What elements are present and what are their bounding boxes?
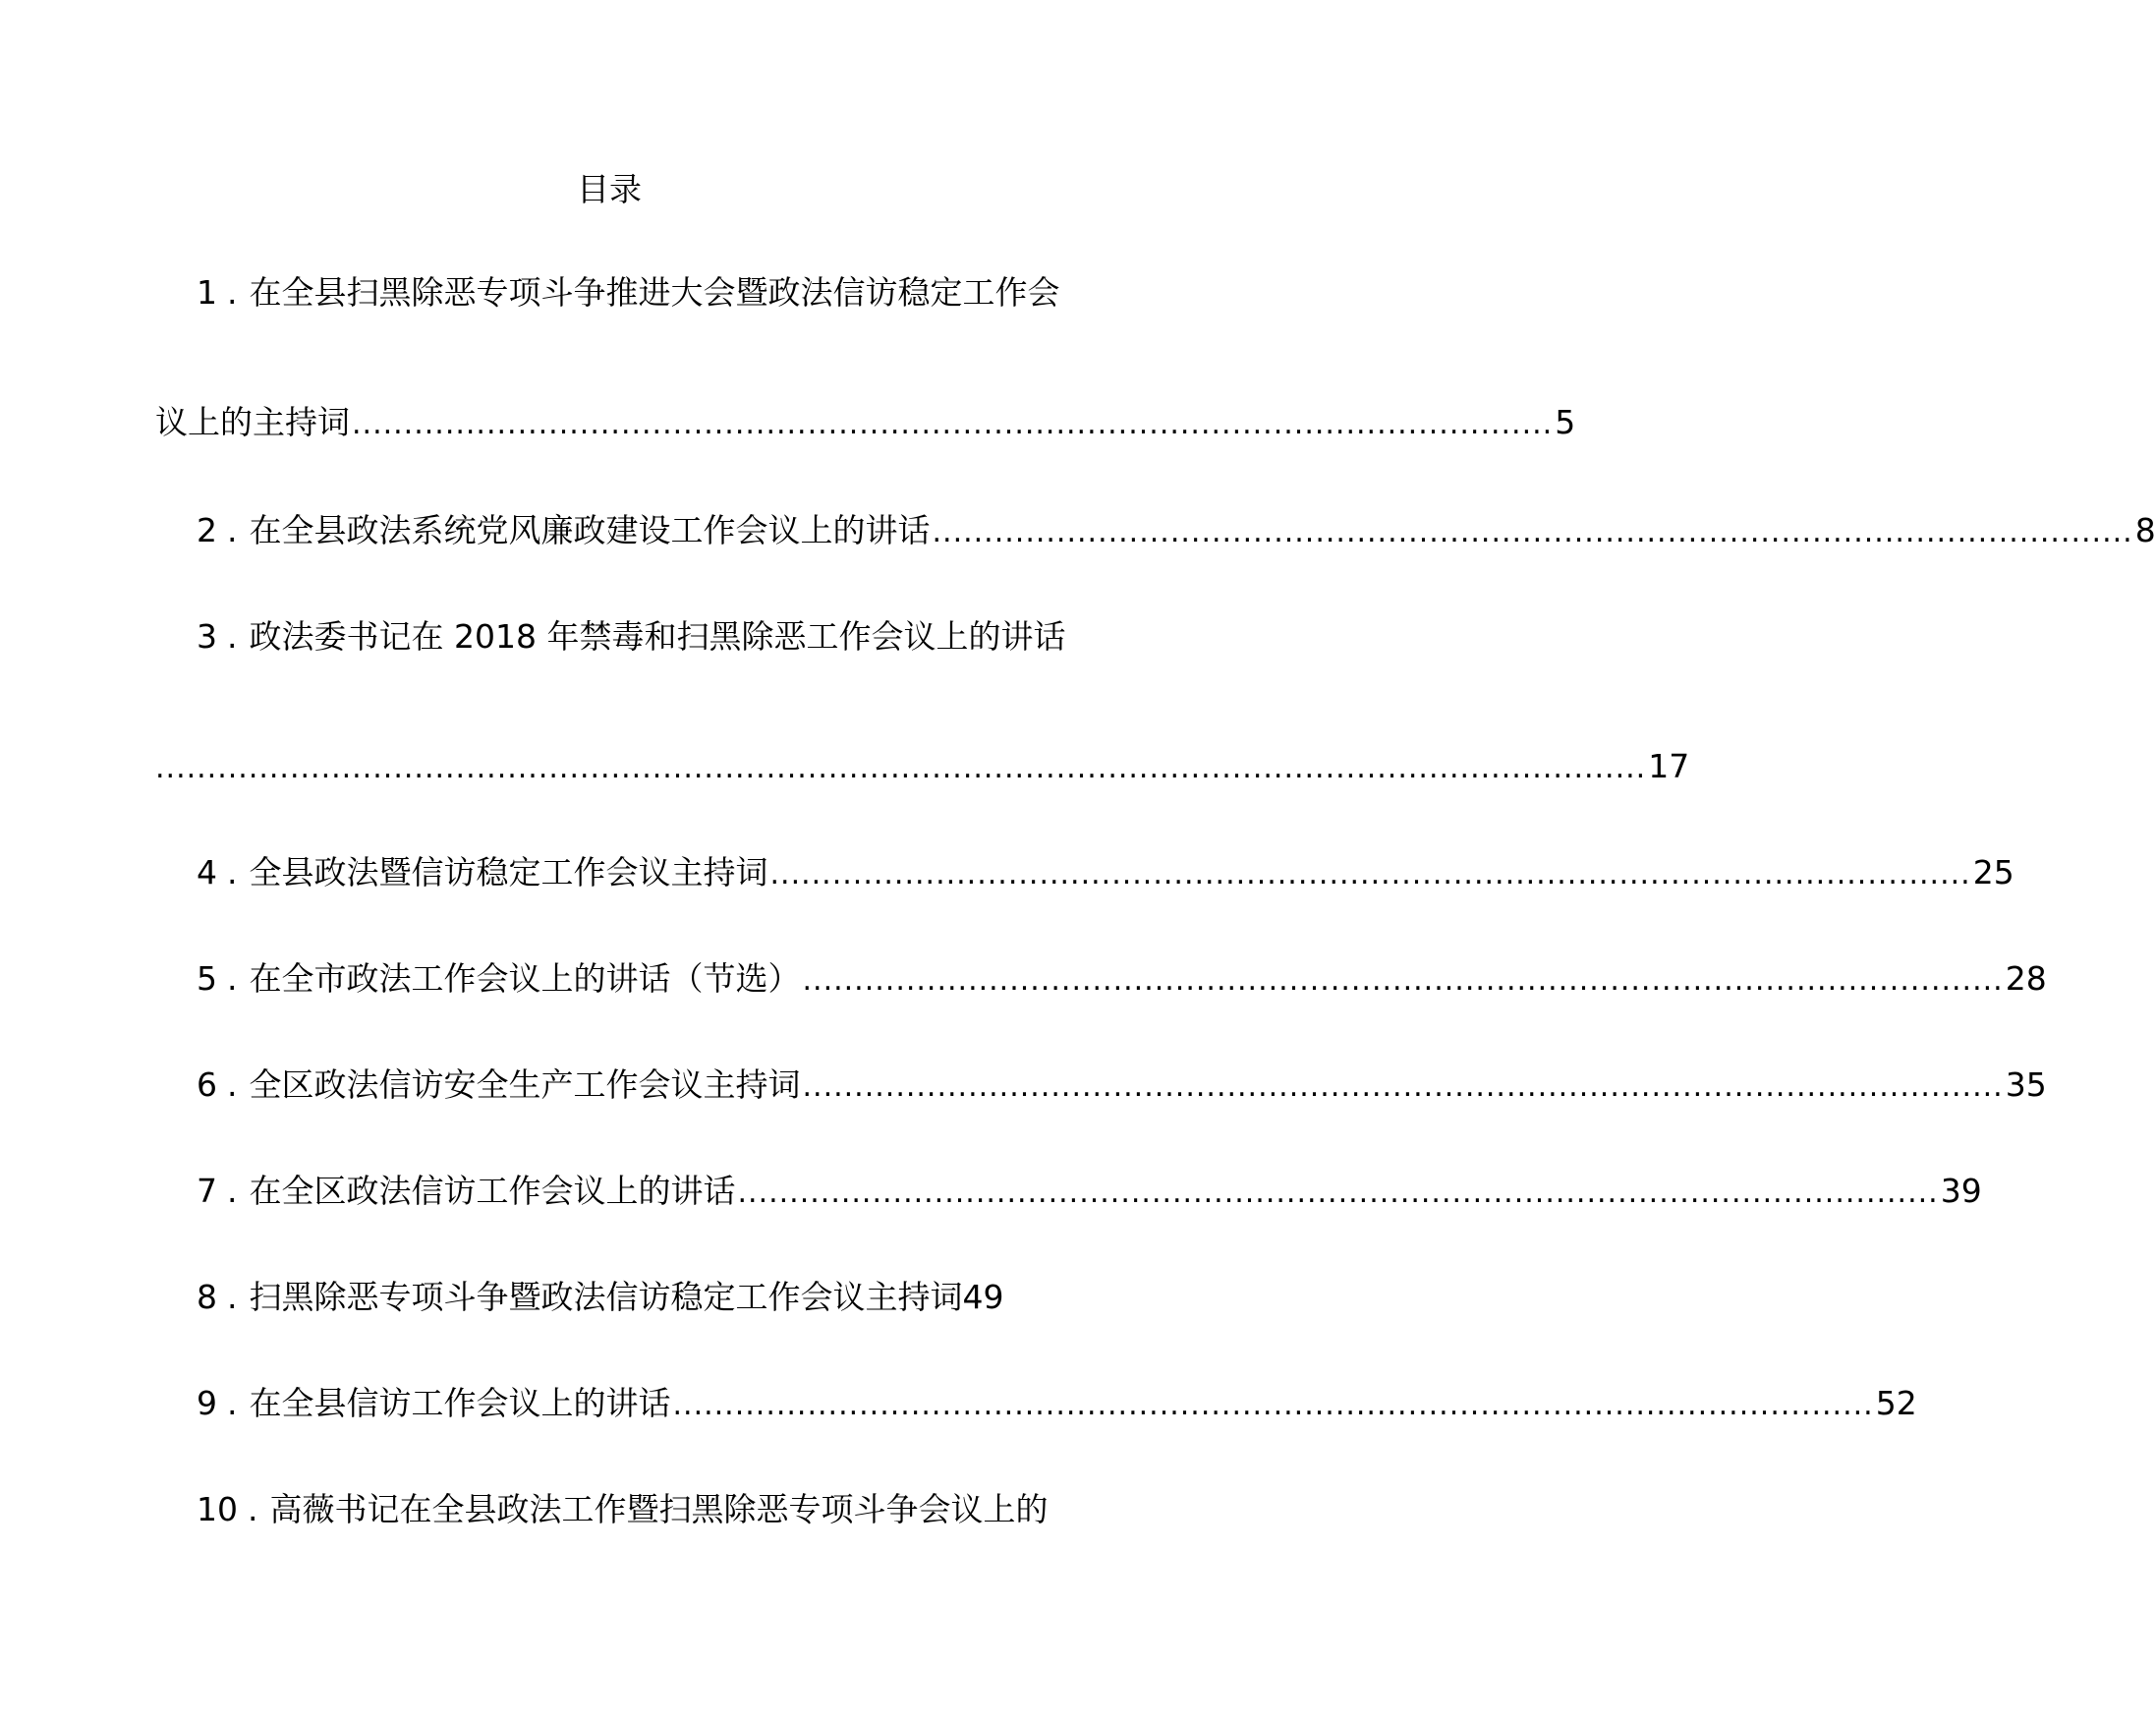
entry-page-number: 5 xyxy=(1555,403,1576,441)
toc-entry-5[interactable] xyxy=(197,957,2047,1003)
entry-separator: . xyxy=(227,959,238,998)
entry-page-number: 49 xyxy=(962,1278,1004,1316)
entry-number: 9 xyxy=(197,1384,217,1422)
toc-entry-4[interactable] xyxy=(197,851,2014,896)
dot-leader: .................................................................................................................... xyxy=(769,857,1971,891)
entry-title: 在全市政法工作会议上的讲话（节选） xyxy=(249,959,801,998)
dot-leader: .................................................................................................................... xyxy=(932,515,2133,549)
entry-title: 在全县扫黑除恶专项斗争推进大会暨政法信访稳定工作会 xyxy=(249,273,1060,312)
entry-title: 全区政法信访安全生产工作会议主持词 xyxy=(249,1065,801,1104)
entry-title: 在全县信访工作会议上的讲话 xyxy=(249,1384,671,1422)
entry-page-number: 52 xyxy=(1875,1384,1917,1422)
dot-leader: .................................................................................................................... xyxy=(802,963,2004,998)
entry-separator: . xyxy=(227,853,238,891)
entry-page-number: 17 xyxy=(1648,747,1690,785)
entry-page-number: 35 xyxy=(2005,1065,2047,1104)
dot-leader: .................................................................................................................... xyxy=(352,407,1554,441)
entry-title: 在全区政法信访工作会议上的讲话 xyxy=(249,1172,736,1210)
toc-entry-10[interactable] xyxy=(197,1488,1049,1531)
toc-entry-1[interactable] xyxy=(197,271,1060,315)
entry-separator: . xyxy=(227,1278,238,1316)
entry-page-number: 8 xyxy=(2134,511,2156,549)
toc-entry-1-continued[interactable] xyxy=(155,401,1576,446)
entry-title: 扫黑除恶专项斗争暨政法信访稳定工作会议主持词 xyxy=(249,1278,963,1316)
toc-entry-8[interactable] xyxy=(197,1276,1004,1319)
entry-separator: . xyxy=(227,617,238,656)
toc-entry-7[interactable] xyxy=(197,1170,1982,1215)
dot-leader: .................................................................................................................... xyxy=(737,1176,1939,1210)
entry-separator: . xyxy=(227,1384,238,1422)
entry-title: 政法委书记在 2018 年禁毒和扫黑除恶工作会议上的讲话 xyxy=(249,617,1066,656)
entry-number: 4 xyxy=(197,853,217,891)
toc-entry-2[interactable] xyxy=(197,509,2156,554)
entry-number: 2 xyxy=(197,511,217,549)
dot-leader: .................................................................................................................... xyxy=(802,1069,2004,1104)
entry-separator: . xyxy=(227,1172,238,1210)
entry-title-continued: 议上的主持词 xyxy=(155,403,350,441)
toc-title: 目录 xyxy=(577,170,642,208)
entry-title: 在全县政法系统党风廉政建设工作会议上的讲话 xyxy=(249,511,931,549)
toc-entry-6[interactable] xyxy=(197,1063,2047,1109)
toc-entry-3-continued[interactable] xyxy=(155,745,1690,790)
entry-separator: . xyxy=(248,1490,258,1528)
entry-number: 5 xyxy=(197,959,217,998)
entry-number: 1 xyxy=(197,273,217,312)
entry-title: 高薇书记在全县政法工作暨扫黑除恶专项斗争会议上的 xyxy=(269,1490,1049,1528)
entry-page-number: 39 xyxy=(1940,1172,1982,1210)
entry-number: 6 xyxy=(197,1065,217,1104)
entry-page-number: 28 xyxy=(2005,959,2047,998)
entry-page-number: 25 xyxy=(1972,853,2014,891)
dot-leader: .................................................................................................................... xyxy=(672,1388,1874,1422)
entry-number: 7 xyxy=(197,1172,217,1210)
entry-title: 全县政法暨信访稳定工作会议主持词 xyxy=(249,853,768,891)
dot-leader: ................................................................................................................................................ xyxy=(155,751,1647,785)
entry-separator: . xyxy=(227,511,238,549)
entry-number: 3 xyxy=(197,617,217,656)
entry-number: 8 xyxy=(197,1278,217,1316)
entry-separator: . xyxy=(227,1065,238,1104)
toc-entry-3[interactable] xyxy=(197,615,1065,659)
entry-separator: . xyxy=(227,273,238,312)
entry-number: 10 xyxy=(197,1490,238,1528)
toc-entry-9[interactable] xyxy=(197,1382,1917,1427)
